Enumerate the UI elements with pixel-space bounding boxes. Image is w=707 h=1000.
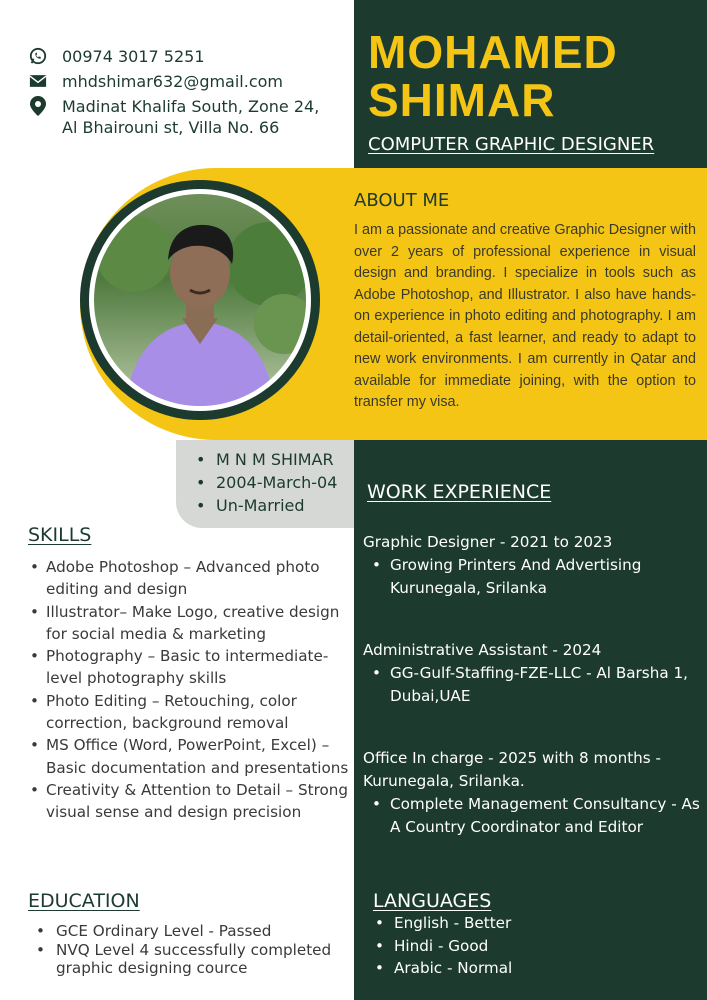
language-item: • Hindi - Good [373,935,512,958]
skill-item: • Photography – Basic to intermediate-level photography skills [28,645,350,690]
job-title: COMPUTER GRAPHIC DESIGNER [368,134,655,155]
about-text: I am a passionate and creative Graphic Designer with over 2 years of professional experience in visual design and branding. I specialize in tools such as Adobe Photoshop, and Illustrator. I also have hands-on experience in photo editing and photography. I am detail-oriented, a fast learner, and ready to adapt to new work environments. I am currently in Qatar and available for immediate joining, with the option to transfer my visa. [354,222,696,410]
skill-item: • MS Office (Word, PowerPoint, Excel) – Basic documentation and presentations [28,734,350,779]
skill-item: • Photo Editing – Retouching, color correction, background removal [28,690,350,735]
phone-number[interactable]: 00974 3017 5251 [62,47,205,66]
skill-item: • Illustrator– Make Logo, creative design for social media & marketing [28,601,350,646]
work-heading: WORK EXPERIENCE [367,481,552,503]
person-name [368,28,618,124]
contact-info [28,46,319,142]
personal-full-name: • M N M SHIMAR [196,448,337,471]
skills-heading: SKILLS [28,524,92,546]
about-heading: ABOUT ME [354,190,450,211]
education-list [28,922,350,978]
profile-photo [89,189,311,411]
location-pin-icon [28,96,48,116]
contact-phone [28,46,319,67]
education-heading: EDUCATION [28,890,140,912]
job-entry [363,639,701,708]
job-organization: • GG-Gulf-Staffing-FZE-LLC - Al Barsha 1, Dubai,UAE [363,662,701,708]
job-title-line: Graphic Designer - 2021 to 2023 [363,533,613,551]
job-organization: • Growing Printers And Advertising Kurunegala, Srilanka [363,554,701,600]
job-entry [363,531,701,600]
languages-list [373,912,512,980]
language-item: • Arabic - Normal [373,957,512,980]
personal-info-list [196,448,337,517]
whatsapp-icon [28,46,48,66]
skills-list [28,556,350,824]
address: Madinat Khalifa South, Zone 24, Al Bhairouni st, Villa No. 66 [62,97,320,137]
job-organization: • Complete Management Consultancy - As A Country Coordinator and Editor [363,793,701,839]
job-title-line: Administrative Assistant - 2024 [363,641,602,659]
contact-address [28,96,319,138]
person-illustration [94,194,306,406]
education-item: • NVQ Level 4 successfully completed graphic designing cource [28,941,350,978]
name-line-1: MOHAMED [368,26,618,78]
profile-photo-frame [80,180,320,420]
job-entry [363,747,701,839]
email-address[interactable]: mhdshimar632@gmail.com [62,72,284,91]
name-line-2: SHIMAR [368,74,556,126]
skill-item: • Adobe Photoshop – Advanced photo editing and design [28,556,350,601]
mail-icon [28,71,48,91]
job-title-line: Office In charge - 2025 with 8 months - Kurunegala, Srilanka. [363,749,662,790]
skill-item: • Creativity & Attention to Detail – Strong visual sense and design precision [28,779,350,824]
personal-marital-status: • Un-Married [196,494,337,517]
languages-heading: LANGUAGES [373,890,492,912]
contact-email [28,71,319,92]
language-item: • English - Better [373,912,512,935]
personal-birth-date: • 2004-March-04 [196,471,337,494]
education-item: • GCE Ordinary Level - Passed [28,922,350,941]
